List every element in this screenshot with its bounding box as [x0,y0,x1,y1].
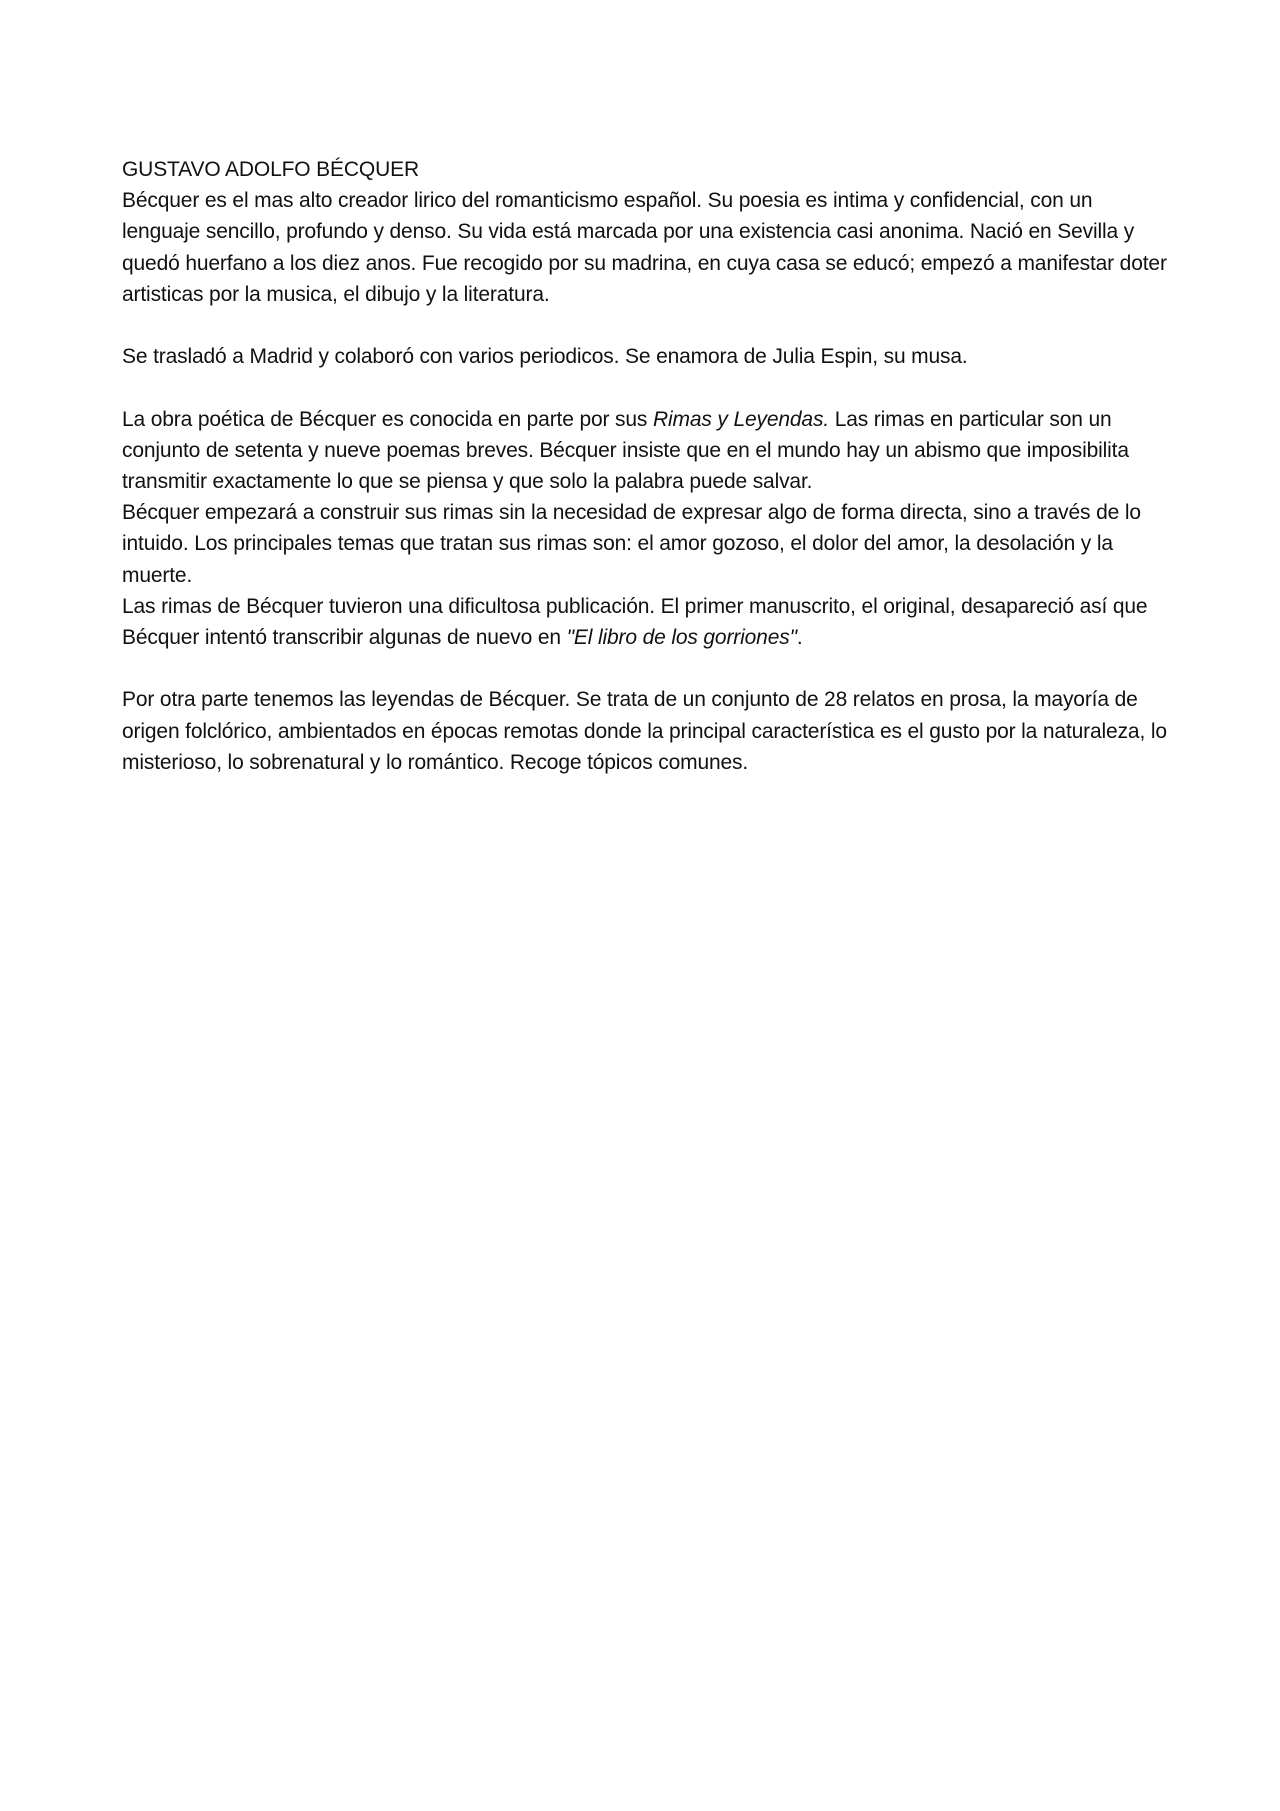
text-run: La obra poética de Bécquer es conocida en parte por sus [122,407,653,431]
paragraph-temas: Bécquer empezará a construir sus rimas sin la necesidad de expresar algo de forma directa, sino a través de lo intuido. Los principales temas que tratan sus rimas son: el amor gozoso, el dolor del amor, la desolación y la muerte. [122,501,1141,587]
text-run: Las rimas en particular son un conjunto de setenta y nueve poemas breves. Bécquer insiste que en el mundo hay un abismo que imposibilita transmitir exactamente lo que se piensa y que solo la palabra puede salvar. [122,407,1129,493]
paragraph-spacer [122,310,1172,341]
paragraph-madrid: Se trasladó a Madrid y colaboró con varios periodicos. Se enamora de Julia Espin, su musa. [122,345,968,369]
document-body [122,154,1172,778]
paragraph-biography: Bécquer es el mas alto creador lirico del romanticismo español. Su poesia es intima y confidencial, con un lenguaje sencillo, profundo y denso. Su vida está marcada por una existencia casi anonima. Nació en Sevilla y quedó huerfano a los diez anos. Fue recogido por su madrina, en cuya casa se educó; empezó a manifestar doter artisticas por la musica, el dibujo y la literatura. [122,189,1167,306]
italic-title-rimas: Rimas y Leyendas. [652,407,830,431]
document-title: GUSTAVO ADOLFO BÉCQUER [122,158,419,181]
paragraph-spacer [122,372,1172,403]
text-run: Las rimas de Bécquer tuvieron una dificultosa publicación. El primer manuscrito, el original, desapareció así que Bécquer intentó transcribir algunas de nuevo en [122,594,1148,650]
paragraph-spacer [122,653,1172,684]
paragraph-publicacion [122,591,1172,653]
text-run: . [796,626,803,650]
italic-title-gorriones: "El libro de los gorriones" [566,626,797,650]
paragraph-leyendas: Por otra parte tenemos las leyendas de Bécquer. Se trata de un conjunto de 28 relatos en prosa, la mayoría de origen folclórico, ambientados en épocas remotas donde la principal característica es el gusto por la naturaleza, lo misterioso, lo sobrenatural y lo romántico. Recoge tópicos comunes. [122,688,1167,774]
paragraph-obra [122,404,1172,498]
